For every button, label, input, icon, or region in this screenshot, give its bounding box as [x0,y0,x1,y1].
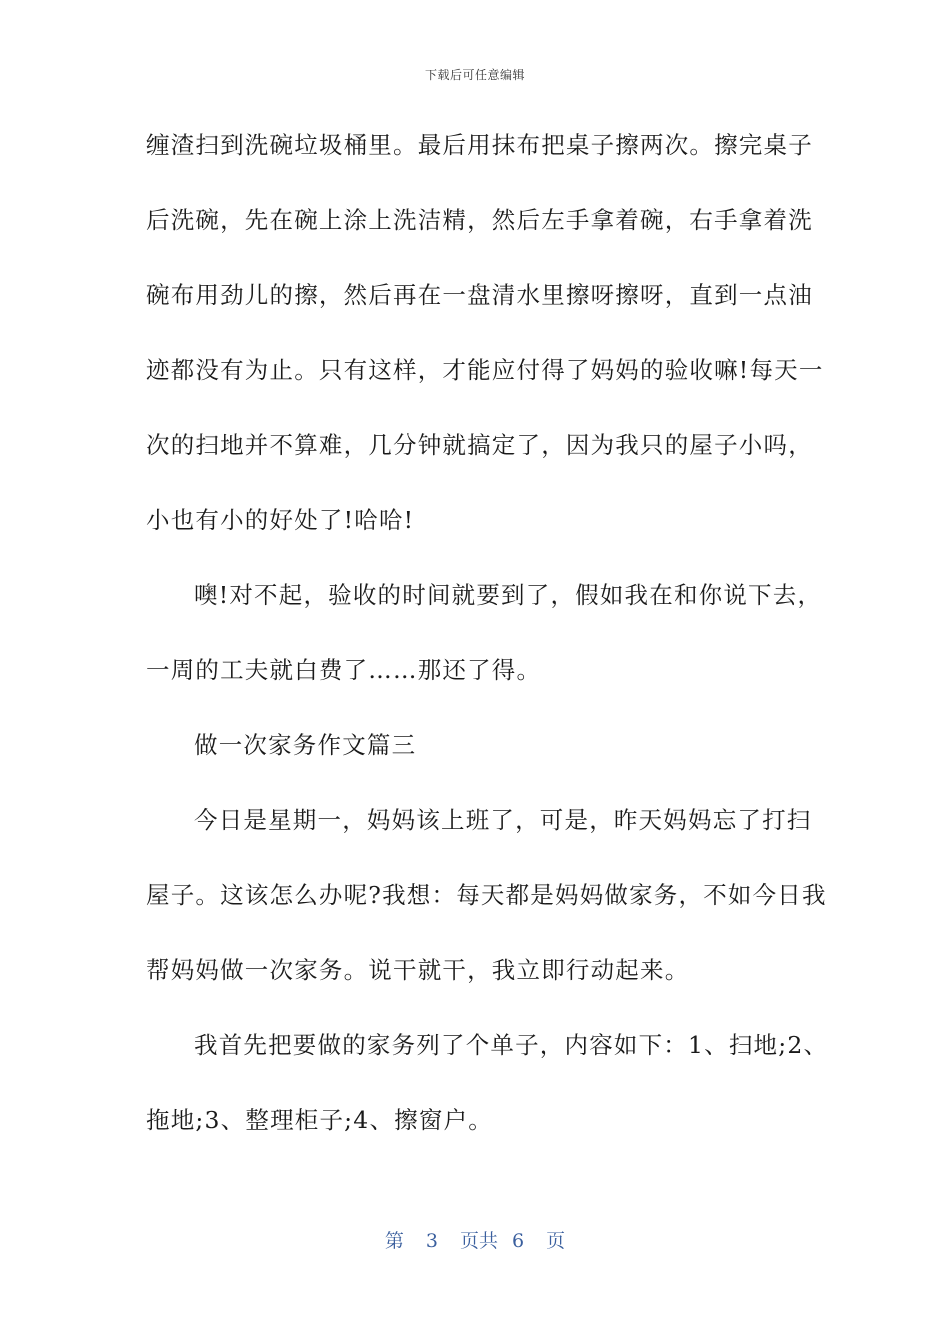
page-footer [0,1226,950,1253]
download-note: 下载后可任意编辑 [424,68,525,82]
text-line: 拖地;3、整理柜子;4、擦窗户。 [146,1106,493,1134]
footer-suffix: 页 [546,1230,566,1252]
text-line: 迹都没有为止。只有这样，才能应付得了妈妈的验收嘛!每天一 [146,356,824,384]
total-pages-number: 6 [512,1230,525,1252]
text-line: 小也有小的好处了!哈哈! [146,506,415,534]
text-line: 屋子。这该怎么办呢?我想：每天都是妈妈做家务，不如今日我 [146,881,827,909]
document-body [146,122,829,1172]
paragraph-start-line: 噢!对不起，验收的时间就要到了，假如我在和你说下去， [194,581,823,609]
text-line: 次的扫地并不算难，几分钟就搞定了，因为我只的屋子小吗， [146,431,813,459]
text-line: 缠渣扫到洗碗垃圾桶里。最后用抹布把桌子擦两次。擦完桌子 [146,131,813,159]
footer-middle: 页共 [459,1230,498,1252]
section-heading: 做一次家务作文篇三 [194,731,417,759]
text-line: 后洗碗，先在碗上涂上洗洁精，然后左手拿着碗，右手拿着洗 [146,206,813,234]
text-line: 一周的工夫就白费了……那还了得。 [146,656,542,684]
current-page-number: 3 [425,1230,438,1252]
text-line: 碗布用劲儿的擦，然后再在一盘清水里擦呀擦呀，直到一点油 [146,281,813,309]
text-line: 帮妈妈做一次家务。说干就干，我立即行动起来。 [146,956,690,984]
paragraph-start-line: 我首先把要做的家务列了个单子，内容如下：1、扫地;2、 [194,1031,829,1059]
footer-prefix: 第 [384,1230,404,1252]
paragraph-start-line: 今日是星期一，妈妈该上班了，可是，昨天妈妈忘了打扫 [194,806,812,834]
